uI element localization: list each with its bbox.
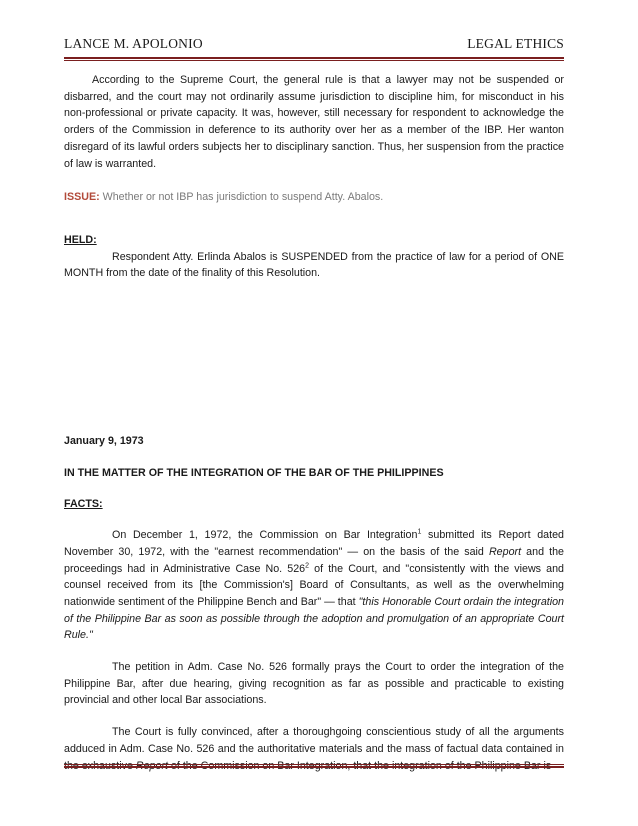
case-date: January 9, 1973	[64, 435, 144, 448]
facts-quote: "this Honorable Court ordain the integration of the Philippine Bar as soon as possible through the adoption and promulgation of an appropriate Court Rule."	[64, 595, 564, 642]
issue-text: Whether or not IBP has jurisdiction to suspend Atty. Abalos.	[102, 191, 384, 204]
facts3-text-a: The Court is fully convinced, after a thoroughgoing conscientious study of all the arguments adduced in Adm. Case No. 526 and the authoritative materials and the mass of factual data contained in the exhaustive	[64, 726, 564, 772]
facts-paragraph-1	[64, 527, 564, 644]
page-header	[64, 36, 564, 56]
footer-rule	[64, 764, 564, 768]
facts-text-c: and the proceedings had in Administrative Case No. 526	[64, 545, 564, 575]
held-text: Respondent Atty. Erlinda Abalos is SUSPENDED from the practice of law for a period of ONE MONTH from the date of the finality of this Resolution.	[64, 250, 564, 280]
header-author: LANCE M. APOLONIO	[64, 36, 203, 51]
facts3-text-b: of the Commission on Bar Integration, that the integration of the Philippine Bar is	[167, 759, 552, 772]
issue-line	[64, 189, 564, 206]
facts-paragraph-2: The petition in Adm. Case No. 526 formally prays the Court to order the integration of the Philippine Bar, after due hearing, giving recognition as far as possible and practicable to existing provincial and other local Bar associations.	[64, 661, 564, 707]
report-italic-2: Report	[135, 759, 168, 772]
document-body	[64, 72, 564, 774]
facts-text-d: of the Court, and "consistently with the views and counsel received from its [the Commission's] Board of Consultants, as well as the overwhelming nationwide sentiment of the Philippine Bench and Bar" — that	[64, 562, 564, 608]
facts-label: FACTS:	[64, 498, 103, 511]
ruling-paragraph: According to the Supreme Court, the general rule is that a lawyer may not be suspended or disbarred, and the court may not ordinarily assume jurisdiction to discipline him, for misconduct in his non-professional or private capacity. It was, however, still necessary for respondent to acknowledge the orders of the Commission in deference to its authority over her as a member of the IBP. Her wanton disregard of its lawful orders subjects her to disciplinary sanction. Thus, her suspension from the practice of law is warranted.	[64, 74, 564, 170]
held-label: HELD:	[64, 233, 97, 246]
footnote-1: 1	[417, 528, 422, 536]
facts-text-b: submitted its Report dated November 30, 1972, with the "earnest recommendation" — on the basis of the said	[64, 529, 564, 558]
facts-text-a: On December 1, 1972, the Commission on Bar Integration	[112, 529, 418, 542]
issue-label: ISSUE:	[64, 191, 100, 204]
report-italic: Report	[488, 545, 522, 558]
footnote-2: 2	[305, 561, 310, 569]
header-subject: LEGAL ETHICS	[467, 36, 564, 51]
case-title: IN THE MATTER OF THE INTEGRATION OF THE BAR OF THE PHILIPPINES	[64, 466, 444, 479]
header-rule	[64, 57, 564, 61]
